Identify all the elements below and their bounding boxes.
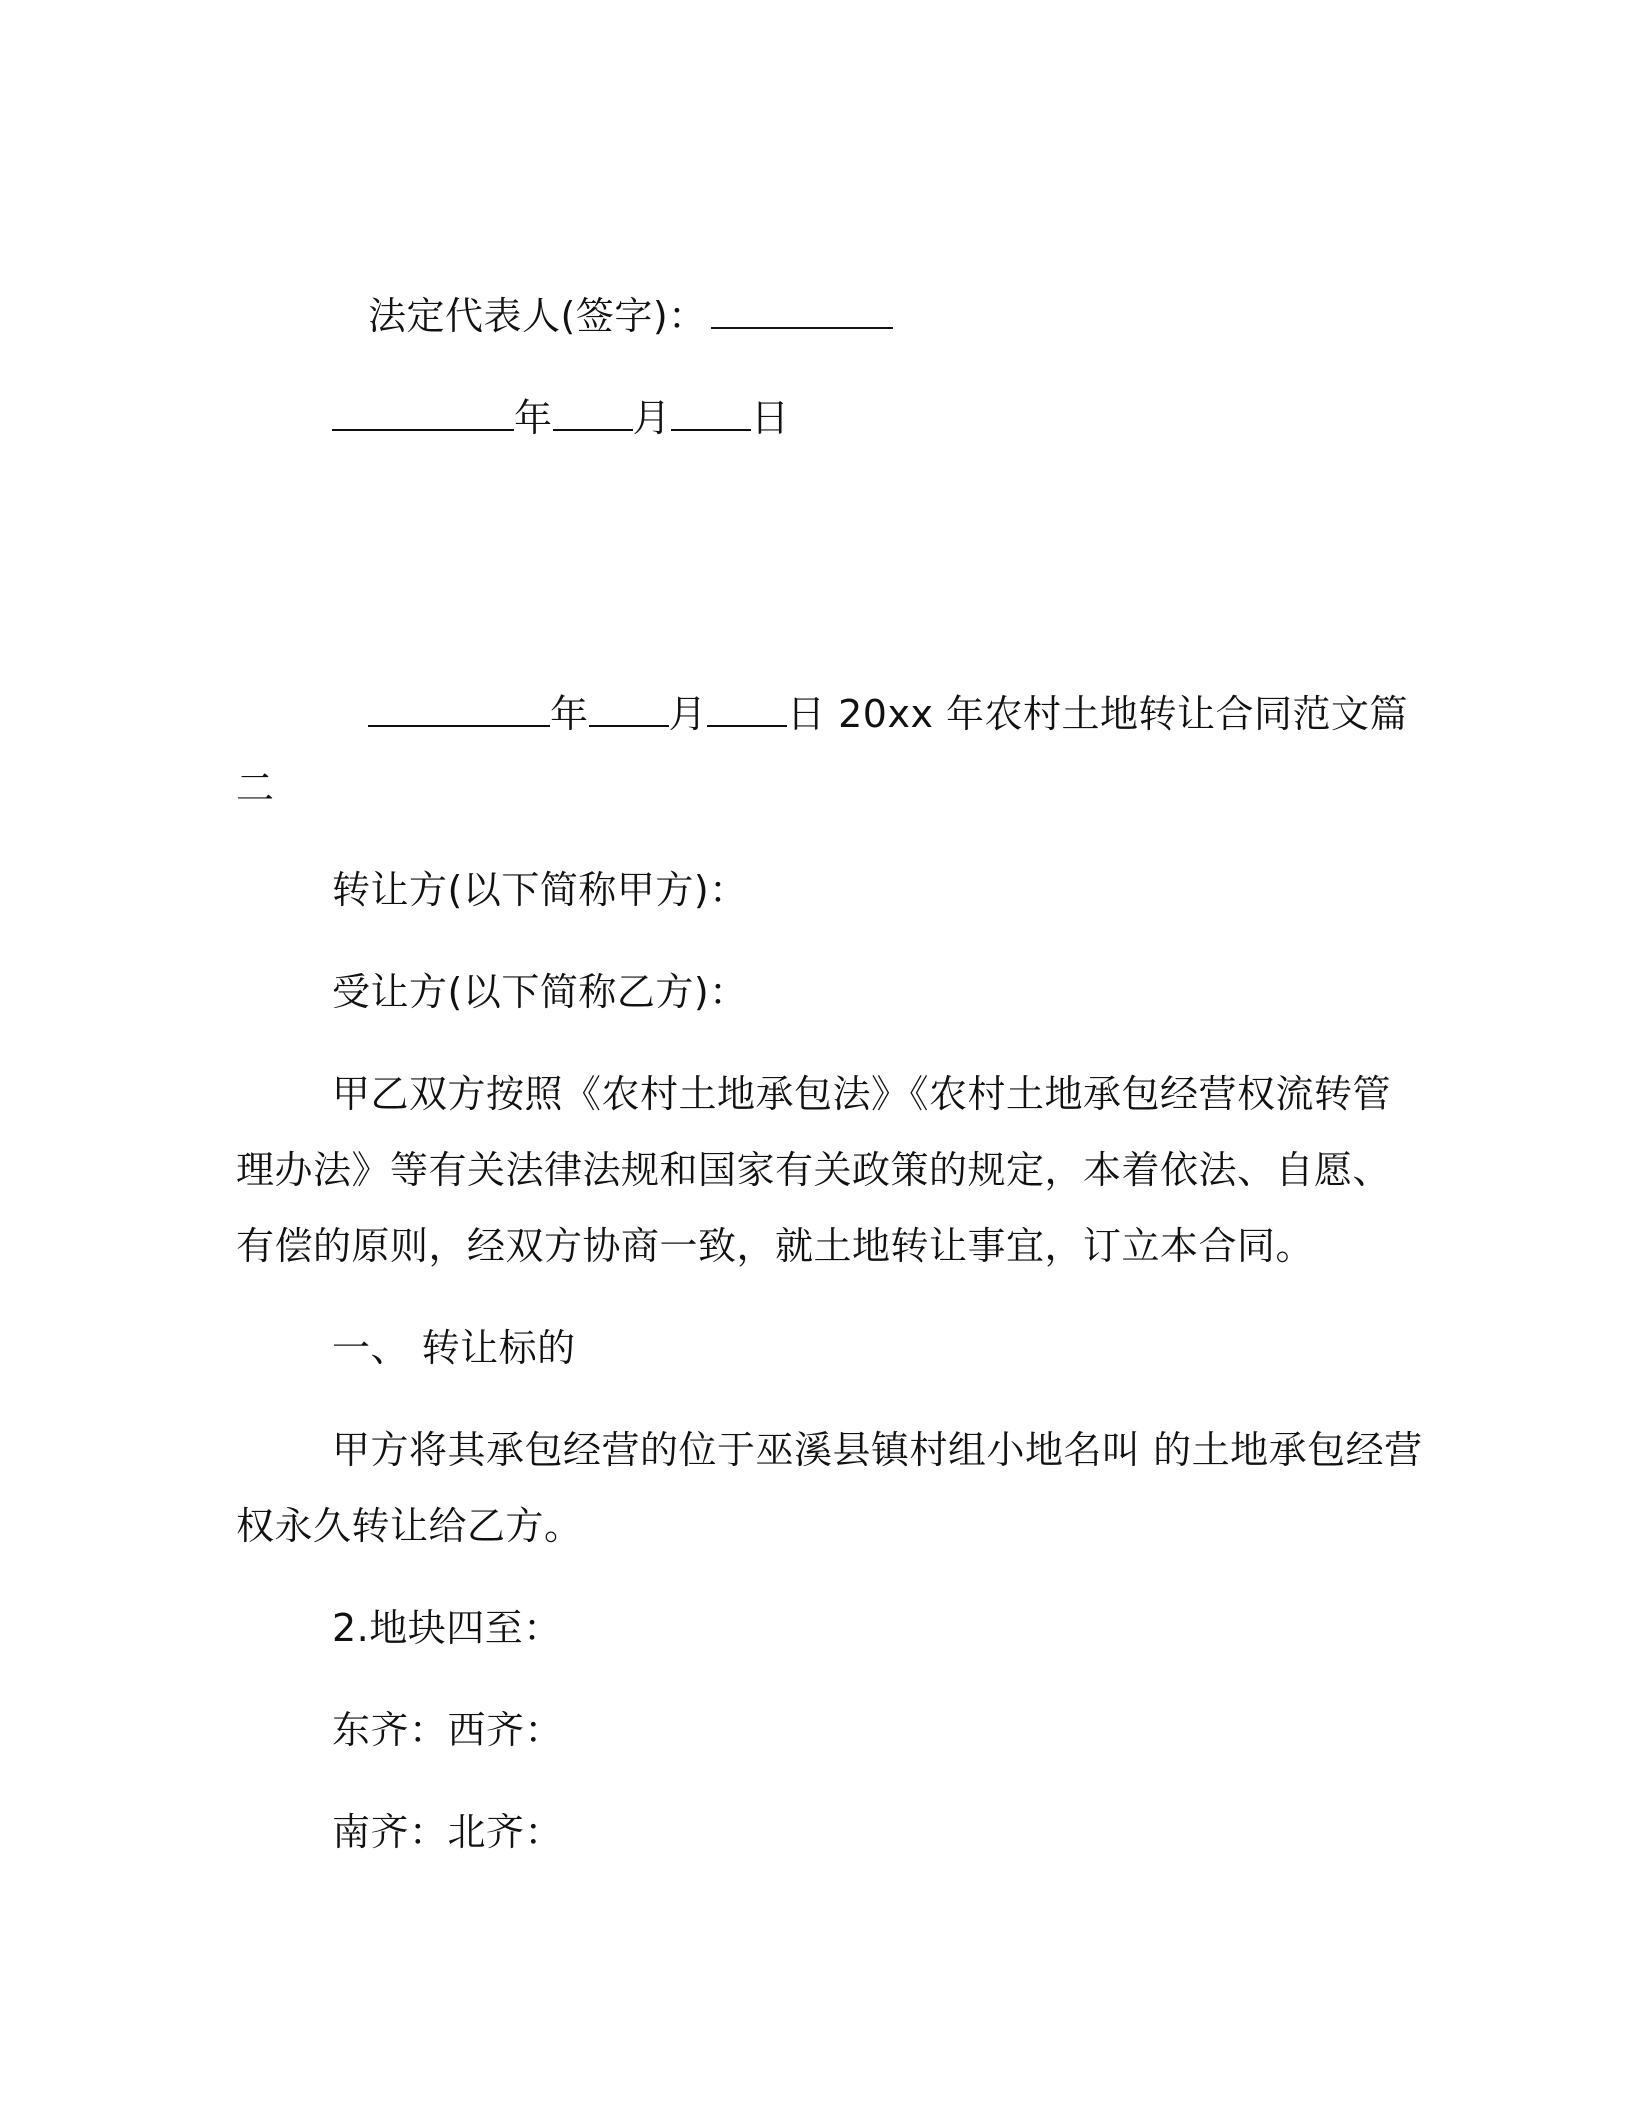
signature-line (368, 292, 893, 340)
heading-day-label: 日 (787, 692, 826, 736)
transferee-line: 受让方(以下简称乙方)： (332, 970, 748, 1014)
month-blank (553, 399, 633, 431)
intro-line-1: 甲乙双方按照《农村土地承包法》《农村土地承包经营权流转管 (332, 1072, 1392, 1116)
day-blank (671, 399, 751, 431)
month-label: 月 (632, 396, 672, 440)
heading-line (368, 690, 1408, 738)
date-line (332, 394, 790, 442)
heading-month-blank (589, 695, 669, 727)
heading-month-label: 月 (668, 692, 708, 736)
day-label: 日 (751, 396, 790, 440)
intro-line-3: 有偿的原则，经双方协商一致，就土地转让事宜，订立本合同。 (236, 1224, 1315, 1268)
boundaries-east-west: 东齐：西齐： (332, 1708, 564, 1752)
signature-blank (711, 297, 893, 329)
section-1-title: 一、 转让标的 (332, 1326, 576, 1370)
boundaries-title: 2.地块四至： (332, 1606, 562, 1650)
transferor-line: 转让方(以下简称甲方)： (332, 868, 748, 912)
intro-line-2: 理办法》等有关法律法规和国家有关政策的规定，本着依法、自愿、 (236, 1148, 1392, 1192)
heading-year-blank (368, 695, 550, 727)
heading-title-wrap: 二 (236, 766, 275, 810)
section-1-para-line-2: 权永久转让给乙方。 (236, 1504, 583, 1548)
boundaries-south-north: 南齐：北齐： (332, 1810, 564, 1854)
heading-day-blank (707, 695, 787, 727)
year-label: 年 (514, 396, 553, 440)
signature-label: 法定代表人(签字)： (368, 294, 707, 338)
heading-title: 20xx 年农村土地转让合同范文篇 (825, 692, 1409, 736)
heading-year-label: 年 (550, 692, 589, 736)
section-1-para-line-1: 甲方将其承包经营的位于巫溪县镇村组小地名叫 的土地承包经营 (332, 1428, 1423, 1472)
year-blank (332, 399, 514, 431)
